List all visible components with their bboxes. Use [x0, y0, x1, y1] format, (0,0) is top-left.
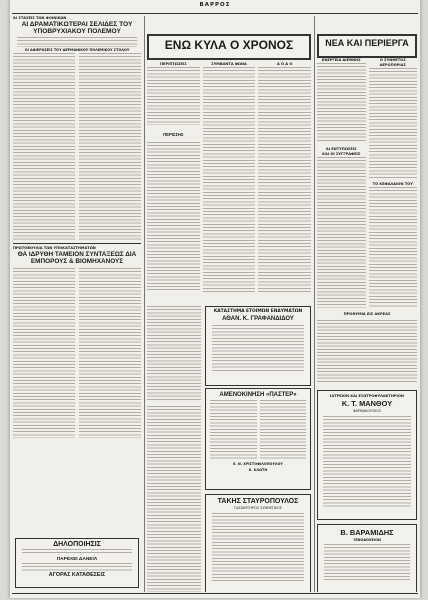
ad-text-2	[22, 563, 132, 571]
left-kicker: ΑΙ ΣΤΑΣΕΙΣ ΤΩΝ ΦΟΙΝΙΚΩΝ	[13, 16, 67, 20]
left-body-columns-2	[13, 268, 141, 438]
center-headline: ΕΝΩ ΚΥΛΑ Ο ΧΡΟΝΟΣ	[164, 38, 294, 52]
center-narrow-text	[147, 306, 201, 401]
left-subhead: ΟΙ ΑΦΙΕΡΩΣΕΙΣ ΤΟΥ ΔΕΡΜΑΝΙΚΟΥ ΠΟΛΕΜΙΚΟΥ ΣΤΟΛΟΥ	[24, 47, 130, 52]
right-text-c	[317, 320, 417, 384]
center-side-head: ΠΕΡΙΣΣΗΣ	[163, 132, 184, 137]
right-tag-a: ΕΝΕΡΓΕΙΑ ΔΙΕΘΝΗΣ	[321, 58, 361, 62]
center-narrow-text-2	[147, 406, 201, 592]
right-tag-b: ΑΙ ΕΝΤΥΠΩΣΕΙΣ	[325, 147, 357, 151]
pasteur-text-b	[260, 400, 307, 460]
varamidis-name: Β. ΒΑΡΑΜΙΔΗΣ	[340, 528, 394, 537]
store-title: ΚΑΤΑΣΤΗΜΑ ΕΤΟΙΜΩΝ ΕΝΔΥΜΑΤΩΝ	[213, 309, 303, 314]
pasteur-title: ΑΜΕΝΟΚΙΝΗΣΗ «ΠΑΣΤΕΡ»	[219, 392, 297, 398]
takis-text	[212, 513, 304, 583]
column-separator-1	[144, 16, 145, 592]
left-column	[13, 16, 141, 592]
center-text-a1	[147, 67, 200, 125]
newspaper-page	[9, 0, 421, 598]
takis-ad	[205, 494, 311, 592]
right-tag-f: ΠΡΟΘΥΜΙΑ ΕΙΣ ΑΚΡΕΑΣ	[343, 312, 391, 316]
ad-text-1	[22, 549, 132, 555]
pharmacy-pasteur-ad	[205, 388, 311, 490]
right-text-a2	[317, 157, 366, 308]
takis-title: ΤΑΚΗΣ ΣΤΑΥΡΟΠΟΥΛΟΣ	[217, 498, 299, 505]
left-mid-rule	[13, 243, 141, 244]
left-body-d	[79, 268, 141, 438]
takis-sub: ΓΑΖΑΝΤΟΥΡΟΣ ΣΥΝΘΕΤΙΚΟΣ	[234, 506, 282, 511]
left-body-b	[79, 53, 141, 241]
loans-advertisement	[15, 538, 139, 588]
manthou-name: Κ. Τ. ΜΑΝΘΟΥ	[341, 399, 393, 409]
manthou-sub: ΦΑΡΜΑΚΟΠΟΙΟΣ	[352, 409, 382, 414]
pasteur-name: Ε. Ν. ΧΡΙΣΤΟΦΙΛΟΠΟΥΛΟΥ	[233, 462, 283, 467]
center-headline-box	[147, 34, 311, 60]
center-column	[147, 16, 311, 592]
right-body	[317, 58, 417, 308]
center-col-a	[147, 62, 200, 292]
pasteur-text-a	[210, 400, 257, 460]
center-col-head-2: ΣΥΜΒΑΝΤΑ ΦΩΝΑ	[211, 62, 247, 66]
left-headline-2: ΘΑ ΙΔΡΥΘΗ ΤΑΜΕΙΟΝ ΣΥΝΤΑΞΕΩΣ ΔΙΑ ΕΜΠΟΡΟΥΣ & ΒΙΟΜΗΧΑΝΟΥΣ	[17, 251, 137, 265]
manthou-pharmacy-ad	[317, 390, 417, 520]
right-headline-box	[317, 34, 417, 58]
right-tag-e: ΤΟ ΚΕΦΑΛΑΙΟΝ ΤΟΥ	[372, 182, 413, 186]
store-name: ΑΘΑΝ. Κ. ΓΡΑΦΑΝΔΙΔΟΥ	[222, 316, 294, 323]
column-separator-2	[314, 16, 315, 592]
center-col-c	[258, 62, 311, 292]
right-col-a	[317, 58, 366, 308]
varamidis-text	[324, 544, 410, 580]
right-col-b	[369, 58, 418, 308]
right-column	[317, 16, 417, 592]
center-col-head-3: Α Ο Δ Ο	[276, 62, 293, 66]
center-text-a2	[147, 142, 200, 292]
manthou-text	[323, 416, 411, 508]
right-text-b2	[369, 187, 418, 308]
right-text-b1	[369, 68, 418, 178]
left-body-columns	[13, 53, 141, 241]
left-body-a	[13, 53, 75, 241]
right-headline: ΝΕΑ ΚΑΙ ΠΕΡΙΕΡΓΑ	[325, 38, 409, 48]
left-headline: ΑΙ ΔΡΑΜΑΤΙΚΩΤΕΡΑΙ ΣΕΛΙΔΕΣ ΤΟΥ ΥΠΟΒΡΥΧΙΑΚΟΥ ΠΟΛΕΜΟΥ	[21, 21, 133, 35]
pasteur-columns	[210, 400, 306, 460]
right-tag-d: ΚΑΙ ΟΙ ΣΥΓΓΡΑΦΕΙΣ	[322, 152, 361, 156]
pasteur-owner: Κ. ΚΛΩΤΗ	[248, 467, 268, 472]
center-text-c	[258, 67, 311, 292]
right-text-a1	[317, 63, 366, 143]
left-body-c	[13, 268, 75, 438]
clothing-store-ad	[205, 306, 311, 386]
store-text	[212, 325, 304, 371]
right-tag-c: Ο ΣΥΝΘΕΤΟΣ ΑΕΡΟΠΟΡΙΑΣ	[379, 58, 406, 67]
masthead-rule	[12, 13, 418, 14]
varamidis-sub: ΞΕΝΟΔΟΧΕΙΟΝ	[353, 537, 381, 542]
left-deck	[17, 37, 137, 47]
ad-line: ΠΑΡΕΧΕΙ ΔΑΝΕΙΑ	[56, 557, 98, 563]
left-kicker-2: ΠΡΩΤΟΒΟΥΛΙΑ ΤΩΝ ΥΠΟΚΑΤΑΣΤΗΜΑΤΩΝ	[13, 246, 96, 251]
center-body	[147, 62, 311, 292]
ad-title: ΔΗΛΟΠΟΙΗΣΙΣ	[53, 541, 101, 548]
masthead: ΒΑΡΡΟΣ	[199, 2, 231, 8]
manthou-title: ΙΑΤΡΕΙΟΝ ΚΑΙ ΕΞΩΤΡΟΦΥΛΑΚΤΗΡΙΟΝ	[330, 394, 404, 398]
ad-title-2: ΑΓΟΡΑΣ ΚΑΤΑΘΕΣΕΙΣ	[48, 572, 106, 579]
center-col-b	[203, 62, 256, 292]
center-text-b	[203, 67, 256, 292]
varamidis-ad	[317, 524, 417, 592]
bottom-rule	[12, 593, 418, 594]
center-col-head-1: ΠΕΡΙΠΤΩΣΕΙΣ	[160, 62, 187, 66]
